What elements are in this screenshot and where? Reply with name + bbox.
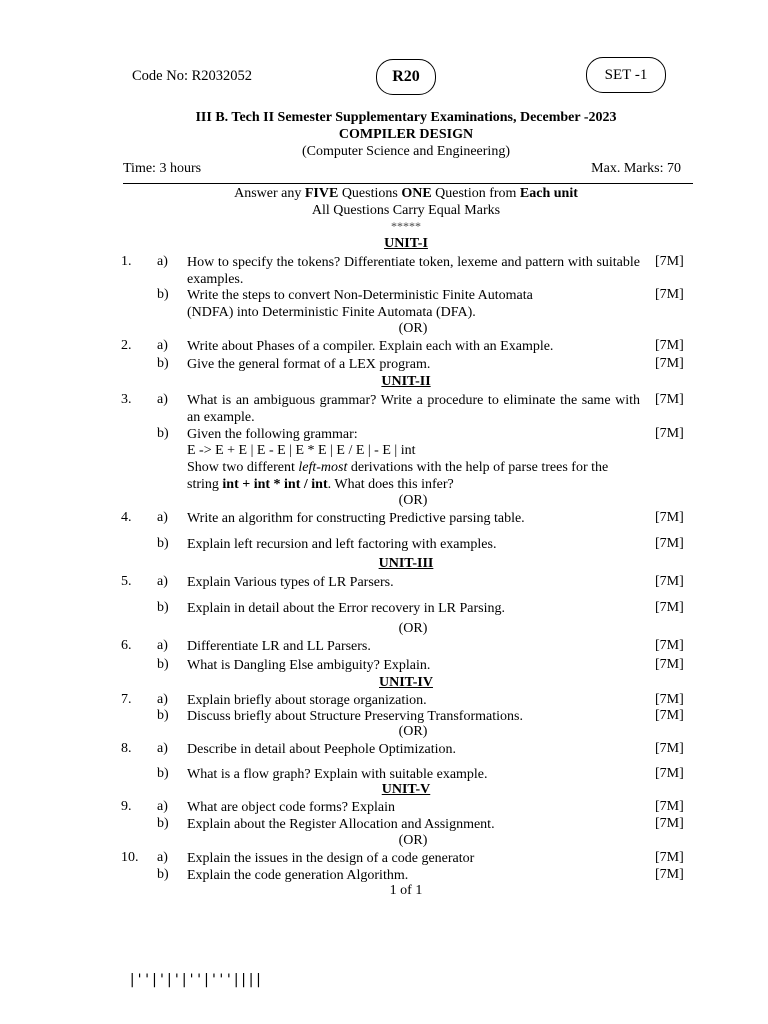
unit-heading-1: UNIT-I bbox=[384, 236, 428, 251]
marks-label: [7M] bbox=[655, 510, 684, 525]
subpart-label: a) bbox=[157, 850, 168, 865]
subpart-label: a) bbox=[157, 741, 168, 756]
question-text: Explain in detail about the Error recovery in LR Parsing. bbox=[187, 601, 506, 616]
marks-label: [7M] bbox=[655, 799, 684, 814]
instruction-line-1: Answer any FIVE Questions ONE Question from Each unit bbox=[234, 186, 578, 201]
subpart-label: a) bbox=[157, 392, 168, 407]
question-text: What are object code forms? Explain bbox=[187, 800, 395, 815]
question-number: 1. bbox=[121, 254, 132, 269]
subpart-label: b) bbox=[157, 766, 169, 781]
set-badge: SET -1 bbox=[586, 57, 666, 93]
question-text: What is Dangling Else ambiguity? Explain. bbox=[187, 658, 431, 673]
marks-label: [7M] bbox=[655, 600, 684, 615]
or-separator: (OR) bbox=[398, 833, 428, 848]
regulation-badge: R20 bbox=[376, 59, 436, 95]
question-number: 3. bbox=[121, 392, 132, 407]
exam-time: Time: 3 hours bbox=[123, 161, 202, 176]
marks-label: [7M] bbox=[655, 766, 684, 781]
marks-label: [7M] bbox=[655, 392, 684, 407]
unit-heading-2: UNIT-II bbox=[381, 374, 431, 389]
question-text: Explain the issues in the design of a code generator bbox=[187, 851, 475, 866]
or-separator: (OR) bbox=[398, 493, 428, 508]
question-text: Write an algorithm for constructing Predictive parsing table. bbox=[187, 511, 525, 526]
question-text: What is an ambiguous grammar? Write a procedure to eliminate the same with an example. bbox=[187, 393, 640, 425]
marks-label: [7M] bbox=[655, 816, 684, 831]
question-number: 10. bbox=[121, 850, 139, 865]
branch-name: (Computer Science and Engineering) bbox=[302, 144, 510, 159]
marks-label: [7M] bbox=[655, 356, 684, 371]
instruction-line-2: All Questions Carry Equal Marks bbox=[311, 203, 501, 218]
marks-label: [7M] bbox=[655, 708, 684, 723]
subpart-label: b) bbox=[157, 356, 169, 371]
or-separator: (OR) bbox=[398, 724, 428, 739]
unit-heading-5: UNIT-V bbox=[381, 782, 431, 797]
subpart-label: b) bbox=[157, 536, 169, 551]
question-number: 6. bbox=[121, 638, 132, 653]
marks-label: [7M] bbox=[655, 657, 684, 672]
subject-title: COMPILER DESIGN bbox=[338, 127, 474, 142]
subpart-label: a) bbox=[157, 692, 168, 707]
barcode-text: |''|'|'|''|'''|||| bbox=[128, 972, 262, 988]
question-number: 7. bbox=[121, 692, 132, 707]
question-number: 2. bbox=[121, 338, 132, 353]
marks-label: [7M] bbox=[655, 338, 684, 353]
question-text: Discuss briefly about Structure Preserving Transformations. bbox=[187, 709, 523, 724]
marks-label: [7M] bbox=[655, 254, 684, 269]
question-text: Give the general format of a LEX program. bbox=[187, 357, 431, 372]
subpart-label: a) bbox=[157, 799, 168, 814]
question-text: Explain left recursion and left factoring with examples. bbox=[187, 537, 497, 552]
subpart-label: a) bbox=[157, 338, 168, 353]
subpart-label: b) bbox=[157, 867, 169, 882]
or-separator: (OR) bbox=[398, 321, 428, 336]
unit-heading-4: UNIT-IV bbox=[379, 675, 433, 690]
marks-label: [7M] bbox=[655, 692, 684, 707]
question-number: 4. bbox=[121, 510, 132, 525]
subpart-label: a) bbox=[157, 638, 168, 653]
marks-label: [7M] bbox=[655, 850, 684, 865]
marks-label: [7M] bbox=[655, 426, 684, 441]
unit-heading-3: UNIT-III bbox=[378, 556, 434, 571]
or-separator: (OR) bbox=[398, 621, 428, 636]
subpart-label: b) bbox=[157, 287, 169, 302]
question-text: Explain about the Register Allocation and Assignment. bbox=[187, 817, 495, 832]
marks-label: [7M] bbox=[655, 536, 684, 551]
question-text: Write about Phases of a compiler. Explain each with an Example. bbox=[187, 339, 554, 354]
question-text: (NDFA) into Deterministic Finite Automata (DFA). bbox=[187, 305, 476, 320]
marks-label: [7M] bbox=[655, 638, 684, 653]
question-text: Write the steps to convert Non-Deterministic Finite Automata bbox=[187, 288, 533, 303]
grammar-rule: E -> E + E | E - E | E * E | E / E | - E | int bbox=[187, 443, 416, 458]
subpart-label: a) bbox=[157, 574, 168, 589]
question-text: Explain briefly about storage organization. bbox=[187, 693, 427, 708]
subpart-label: b) bbox=[157, 657, 169, 672]
subpart-label: b) bbox=[157, 708, 169, 723]
subpart-label: a) bbox=[157, 254, 168, 269]
question-text: string int + int * int / int. What does this infer? bbox=[187, 477, 454, 492]
max-marks: Max. Marks: 70 bbox=[591, 161, 681, 176]
separator-stars: ***** bbox=[391, 219, 421, 233]
question-text: Show two different left-most derivations with the help of parse trees for the bbox=[187, 460, 609, 475]
subpart-label: b) bbox=[157, 426, 169, 441]
question-text: How to specify the tokens? Differentiate token, lexeme and pattern with suitable examples. bbox=[187, 255, 640, 287]
code-number: Code No: R2032052 bbox=[132, 68, 253, 84]
question-text: Explain Various types of LR Parsers. bbox=[187, 575, 394, 590]
marks-label: [7M] bbox=[655, 867, 684, 882]
marks-label: [7M] bbox=[655, 287, 684, 302]
exam-title: III B. Tech II Semester Supplementary Examinations, December -2023 bbox=[195, 110, 617, 125]
header-divider bbox=[123, 183, 693, 184]
page-number: 1 of 1 bbox=[389, 883, 423, 898]
subpart-label: a) bbox=[157, 510, 168, 525]
question-number: 9. bbox=[121, 799, 132, 814]
marks-label: [7M] bbox=[655, 574, 684, 589]
subpart-label: b) bbox=[157, 600, 169, 615]
subpart-label: b) bbox=[157, 816, 169, 831]
question-text: Differentiate LR and LL Parsers. bbox=[187, 639, 371, 654]
question-text: Explain the code generation Algorithm. bbox=[187, 868, 409, 883]
marks-label: [7M] bbox=[655, 741, 684, 756]
question-text: What is a flow graph? Explain with suitable example. bbox=[187, 767, 488, 782]
question-number: 5. bbox=[121, 574, 132, 589]
question-text: Describe in detail about Peephole Optimization. bbox=[187, 742, 457, 757]
question-number: 8. bbox=[121, 741, 132, 756]
question-text: Given the following grammar: bbox=[187, 427, 358, 442]
